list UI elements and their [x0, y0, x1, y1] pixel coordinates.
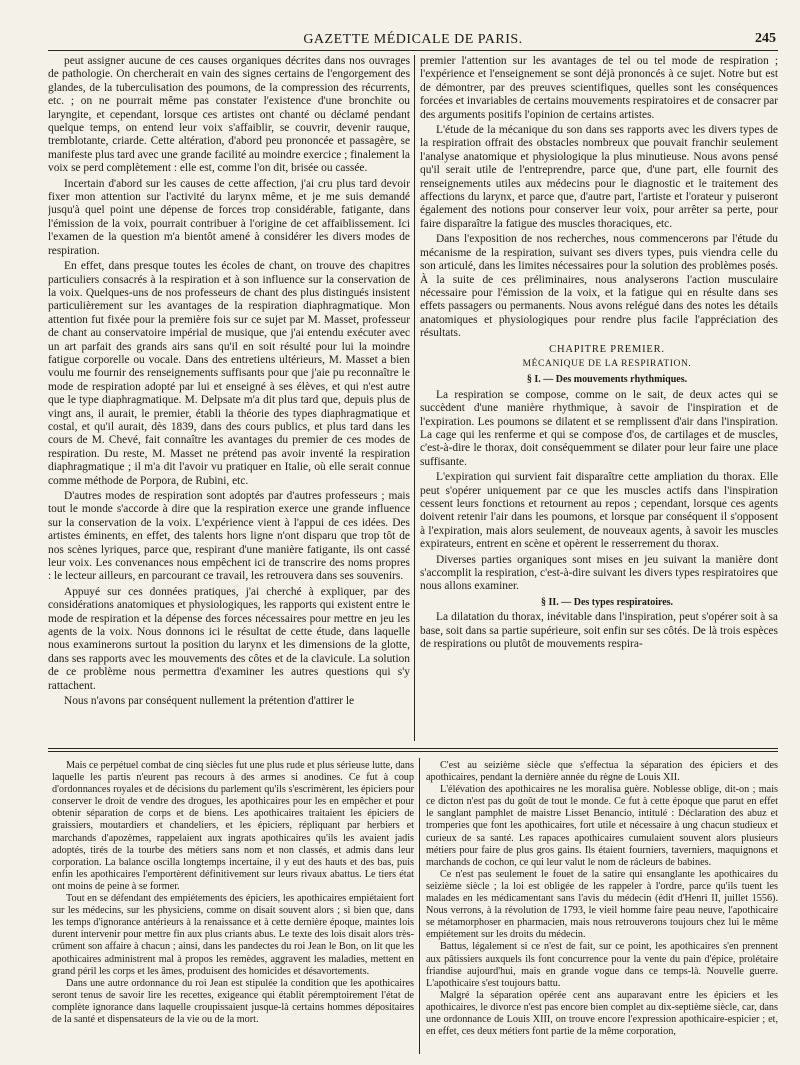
page-header — [48, 30, 778, 51]
paragraph: Malgré la séparation opérée cent ans auparavant entre les épiciers et les apothicaires, le divorce n'est pas encore bien complet au dix-septième siècle, car, dans une ordonnance de Louis XIII, on trouve encore l'expression apothicaire-espicier ; et, en effet, ces deux métiers font partie de la même corporation, — [426, 989, 778, 1038]
paragraph: Incertain d'abord sur les causes de cette affection, j'ai cru plus tard devoir fixer mon attention sur l'activité du larynx même, et je me suis demandé jusqu'à quel point une dépense de forces trop considérable, fatigante, dans l'émission de la voix, pourrait contribuer à l'origine de cet affaiblissement. Ici l'examen de la question m'a bientôt amené à considérer les divers modes de respiration. — [48, 177, 410, 257]
left-column — [48, 55, 410, 741]
paragraph: La respiration se compose, comme on le sait, de deux actes qui se succèdent d'une manière rhythmique, à savoir de l'inspiration et de l'expiration. Les poumons se dilatent et se remplissent d'air dans l'inspiration. La cage qui les renferme et qui se compose d'os, de cartilages et de muscles, c'est-à-dire le thorax, doit conséquemment se dilater pour leur faire une place suffisante. — [420, 388, 778, 468]
paragraph: Diverses parties organiques sont mises en jeu suivant la manière dont s'accomplit la respiration, c'est-à-dire suivant les divers types respiratoires que nous allons examiner. — [420, 553, 778, 593]
paragraph: Battus, légalement si ce n'est de fait, sur ce point, les apothicaires s'en prennent aux pâtissiers auxquels ils font concurrence pour la vente du pain d'épice, prolétaire friandise aujourd'hui, mais en grande vogue dans ce temps-là. Nouvelle guerre. L'apothicaire s'est toujours battu. — [426, 941, 778, 989]
paragraph: D'autres modes de respiration sont adoptés par d'autres professeurs ; mais tout le monde s'accorde à dire que la respiration exerce une grande influence sur la conservation de la voix. L'expérience vient à l'appui de ces idées. Des artistes éminents, en effet, des talents hors ligne n'ont disparu que trop tôt de nos scènes lyriques, parce que, respirant d'une manière fatigante, ils ont cassé leur voix. Les convenances nous empêchent ici de transcrire des noms propres : le lecteur ailleurs, en parcourant ce travail, les retrouvera dans ses souvenirs. — [48, 490, 410, 583]
paragraph: Ce n'est pas seulement le fouet de la satire qui ensanglante les apothicaires du seizième siècle ; la loi est obligée de les rappeler à l'ordre, parce qu'ils tuent les malades en les médicamentant sans l'avis du médecin (édit d'Henri II, juillet 1556). Nous verrons, à la révolution de 1793, le vieil homme faire peau neuve, l'apothicaire se métamorphoser en pharmacien, mais nous retrouverons toujours chez lui le même empiétement sur les droits du médecin. — [426, 868, 778, 941]
section-title: § I. — Des mouvements rhythmiques. — [526, 374, 688, 386]
feuilleton-rule — [48, 751, 778, 752]
paragraph: C'est au seizième siècle que s'effectua la séparation des épiciers et des apothicaires, pendant la dernière année du règne de Louis XII. — [426, 760, 778, 784]
paragraph: peut assigner aucune de ces causes organiques décrites dans nos ouvrages de pathologie. On chercherait en vain des signes certains de l'engorgement des glandes, de la tuberculisation des poumons, de la compression des récurrents, etc. ; on ne pourrait même pas constater l'existence d'une bronchite ou laryngite, et cependant, lorsque ces artistes ont chanté ou déclamé pendant quelque temps, on entend leur voix s'affaiblir, se couvrir, devenir rauque, tremblotante, criarde. Cette altération, d'abord peu prononcée et passagère, se manifeste plus tard avec une grande facilité au moindre exercice ; finalement la voix se perd complètement : elle est, comme l'on dit, brisée ou cassée. — [48, 55, 410, 175]
chapter-title: CHAPITRE PREMIER. — [549, 343, 665, 355]
paragraph: En effet, dans presque toutes les écoles de chant, on trouve des chapitres particuliers consacrés à la respiration et à son influence sur la conservation de la voix. Quelques-uns de nos professeurs de chant des plus distingués insistent particulièrement sur les avantages de la respiration diaphragmatique. Mon attention fut fixée pour la première fois sur ce sujet par M. Masset, professeur de chant au conservatoire impérial de musique, que j'ai entendu exécuter avec un art parfait des grands airs sans qu'il en soit résulté pour lui la moindre fatigue corporelle ou vocale. Dans des entretiens ultérieurs, M. Masset a bien voulu me fournir des renseignements suffisants pour que j'aie pu reconnaître le mode de respiration adopté par lui et enseigné à ses élèves, et qui n'est autre que le type diaphragmatique. M. Delpsate m'a dit plus tard que, depuis plus de vingt ans, il aurait, le premier, établi la théorie des types diaphragmatique et costal, et qu'il aurait, dès 1839, dans des cours publics, et plus tard dans les cours de M. Chevé, fait connaître les avantages du premier de ces modes de respiration. Du reste, M. Masset ne prétend pas avoir inventé la respiration diaphragmatique ; il m'a dit l'avoir vu pratiquer en Italie, où elle serait connue comme méthode de Porpora, de Rubini, etc. — [48, 260, 410, 487]
paragraph: Appuyé sur ces données pratiques, j'ai cherché à expliquer, par des considérations anatomiques et physiologiques, les rapports qui existent entre le mode de respiration et la dépense des forces nécessaires pour mettre en jeu les agents de la voix. Nous donnons ici le résultat de cette étude, dans laquelle nous examinerons surtout la position du larynx et les dimensions de la glotte, dans ses rapports avec les mouvements des côtes et de la clavicule. La solution de ce problème nous permettra d'examiner les autres questions qui s'y rattachent. — [48, 585, 410, 692]
paragraph: La dilatation du thorax, inévitable dans l'inspiration, peut s'opérer soit à sa base, soit dans sa partie supérieure, soit enfin sur ses côtés. De là trois espèces de respirations ou plutôt de mouvements respira- — [420, 611, 778, 651]
paragraph: Mais ce perpétuel combat de cinq siècles fut une plus rude et plus sérieuse lutte, dans laquelle les partis n'eurent pas recours à des armes si anodines. Ce fut à coup d'ordonnances royales et de décisions du parlement qu'ils s'escrimèrent, les épiciers pour conserver le droit de vendre des drogues, les apothicaires pour les en empêcher et pour obtenir séparation de corps et de biens. Les apothicaires traitaient les épiciers de graissiers, moutardiers et chandeliers, et les épiciers, répliquant par herbiers et marchands d'apozèmes, rappelaient aux ingrats apothicaires qu'ils les avaient jadis adoptés, tirés de la tourbe des métiers sans nom et non classés, et admis dans leur corporation. La balance oscilla longtemps incertaine, il y eut des hauts et des bas, puis enfin les apothicaires l'emportèrent définitivement sur leurs rivaux abattus. Le tiers état ont moins de peine à se former. — [52, 760, 414, 892]
feuilleton-right-column — [426, 760, 778, 1050]
feuilleton-rule — [48, 748, 778, 749]
column-divider — [414, 55, 415, 741]
paragraph: Dans une autre ordonnance du roi Jean est stipulée la condition que les apothicaires seront tenus de savoir lire les recettes, exigeance qui établit péremptoirement l'état de complète ignorance dans laquelle croupissaient jusque-là certains hommes dépositaires de la santé et dispensateurs de la vie ou de la mort. — [52, 977, 414, 1025]
paragraph: L'élévation des apothicaires ne les moralisa guère. Noblesse oblige, dit-on ; mais ce dicton n'est pas du goût de tout le monde. Ce fut à cette époque que parut en effet le sanglant pamphlet de maistre Lisset Benancio, intitulé : Déclaration des abuz et tromperies que font les apothicaires, fort utile et nécessaire à ung chacun studieux et curieux de sa santé. Les rapaces apothicaires cumulaient souvent alors plusieurs métiers pour faire de plus gros gains. Ils étaient fourniers, taverniers, maquignons et marchands de cochon, ce qui leur valut le nom de rácleurs de babines. — [426, 784, 778, 868]
paragraph: Dans l'exposition de nos recherches, nous commencerons par l'étude du mécanisme de la respiration, suivant ses divers types, puis viendra celle du son articulé, dans les limites nécessaires pour la solution des problèmes posés. À la suite de ces préliminaires, nous analyserons l'action musculaire nécessaire pour l'émission de la voix, et la fatigue qui en résulte dans ses effets passagers ou permanents. Nous avons relégué dans des notes les détails anatomiques et physiologiques pour rendre plus facile l'appréciation des résultats. — [420, 233, 778, 340]
right-column — [420, 55, 778, 741]
paragraph: premier l'attention sur les avantages de tel ou tel mode de respiration ; l'expérience et l'enseignement se sont déjà prononcés à ce sujet. Notre but est de démontrer, par des preuves scientifiques, quelles sont les conséquences forcées et invariables de certains mouvements respiratoires et de consacrer par des arguments positifs l'opinion de certains artistes. — [420, 55, 778, 121]
paragraph: Tout en se défendant des empiétements des épiciers, les apothicaires empiétaient fort sur les médecins, sur les physiciens, comme on disait souvent alors ; si bien que, dans les temps d'ignorance antérieurs à la renaissance et à cette dernière époque, maintes lois durent intervenir pour mettre fin aux plus criants abus. Le texte des lois disait alors très-crûment son affaire à chacun ; ainsi, dans les pandectes du roi Jean le Bon, on lit que les apothicaires administrent mal à propos les remèdes, aggravent les maladies, mettent en grand péril les corps et les âmes, produisent des homicides et désavortements. — [52, 893, 414, 977]
journal-title: GAZETTE MÉDICALE DE PARIS. — [303, 32, 523, 47]
chapter-subtitle: MÉCANIQUE DE LA RESPIRATION. — [522, 358, 692, 369]
section-title: § II. — Des types respiratoires. — [540, 596, 674, 608]
paragraph: L'expiration qui survient fait disparaître cette ampliation du thorax. Elle peut s'opérer uniquement par ce que les muscles actifs dans l'inspiration cessent leurs fonctions et retournent au repos ; cependant, lorsque ces agents doivent retenir l'air dans les poumons, et lorsque par conséquent il s'opposent à l'expiration, mais alors seulement, de nouveaux agents, à savoir les muscles expirateurs, entrent en scène et opèrent le resserrement du thorax. — [420, 471, 778, 551]
feuilleton-left-column — [52, 760, 414, 1050]
page-number: 245 — [755, 31, 776, 46]
paragraph: Nous n'avons par conséquent nullement la prétention d'attirer le — [64, 695, 355, 708]
paragraph: L'étude de la mécanique du son dans ses rapports avec les divers types de la respiration offrait des obstacles nombreux que pouvait franchir seulement l'analyse anatomique et physiologique la plus minutieuse. Nous avons pensé qu'il serait utile de l'entreprendre, parce que, d'une part, elle fournit des renseignements utiles aux médecins pour le diagnostic et le traitement des affections du larynx, et parce que, d'autre part, l'artiste et l'orateur y puiseront également des notions pour conserver leur voix, pour arrêter sa perte, pour faire disparaître la fatigue des muscles thoraciques, etc. — [420, 124, 778, 230]
feuilleton-divider — [419, 758, 420, 1054]
